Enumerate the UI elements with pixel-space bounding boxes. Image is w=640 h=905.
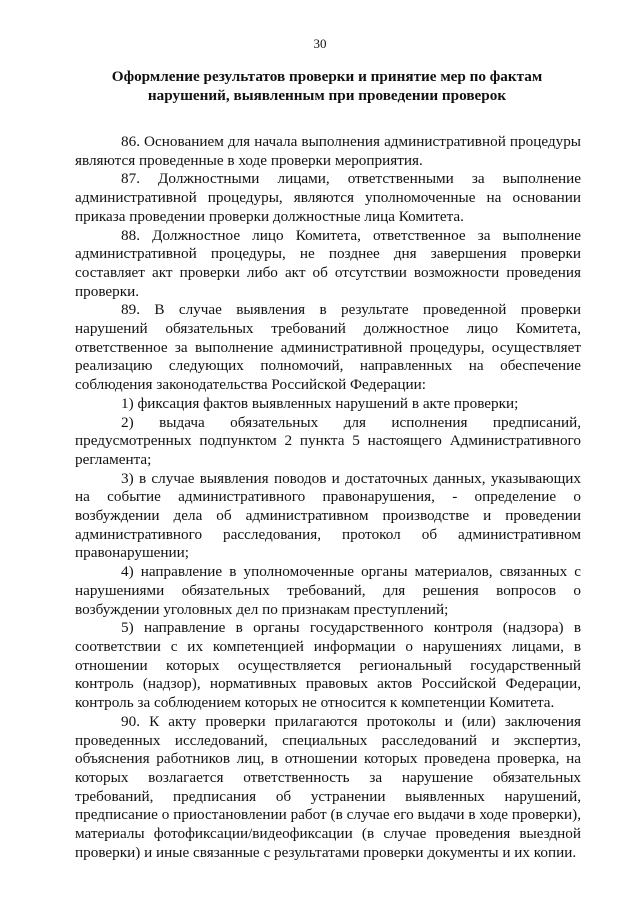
list-item-4: 4) направление в уполномоченные органы материалов, связанных с нарушениями обязательных требований, для решения вопросов о возбуждении уголовных дел по признакам преступлений; <box>75 563 581 618</box>
list-item-2: 2) выдача обязательных для исполнения предписаний, предусмотренных подпунктом 2 пункта 5 настоящего Административного регламента; <box>75 413 581 468</box>
paragraph-88: 88. Должностное лицо Комитета, ответственное за выполнение административной процедуры, не позднее дня завершения проверки составляет акт проверки либо акт об отсутствии возможности проведения проверки. <box>75 226 581 300</box>
section-title <box>70 67 584 105</box>
paragraph-87: 87. Должностными лицами, ответственными за выполнение административной процедуры, являются уполномоченные на основании приказа проведении проверки должностные лица Комитета. <box>75 170 581 225</box>
paragraph-89: 89. В случае выявления в результате проведенной проверки нарушений обязательных требований должностное лицо Комитета, ответственное за выполнение административной процедуры, осуществляет реализацию следующих полномочий, направленных на обеспечение соблюдения законодательства Российской Федерации: <box>75 301 581 394</box>
section-title-line-1: Оформление результатов проверки и принятие мер по фактам <box>111 68 543 85</box>
paragraph-86: 86. Основанием для начала выполнения административной процедуры являются проведенные в ходе проверки мероприятия. <box>75 133 581 169</box>
paragraph-90: 90. К акту проверки прилагаются протоколы и (или) заключения проведенных исследований, специальных расследований и экспертиз, объяснения работников лиц, в отношении которых проведена проверка, на которых возлагается ответственность за нарушение обязательных требований, предписания об устранении выявленных нарушений, предписание о приостановлении работ (в случае его выдачи в ходе проверки), материалы фотофиксации/видеофиксации (в случае проведения выездной проверки) и иные связанные с результатами проверки документы и их копии. <box>75 712 581 861</box>
list-item-5: 5) направление в органы государственного контроля (надзора) в соответствии с их компетенцией информации о нарушениях лицами, в отношении которых осуществляется региональный государственный контроль (надзор), нормативных правовых актов Российской Федерации, контроль за соблюдением которых не относится к компетенции Комитета. <box>75 619 581 712</box>
list-item-3: 3) в случае выявления поводов и достаточных данных, указывающих на событие административного правонарушения, - определение о возбуждении дела об административном производстве и проведении административного расследования, протокол об административном правонарушении; <box>75 469 581 562</box>
section-title-line-2: нарушений, выявленным при проведении проверок <box>147 87 507 104</box>
list-item-1: 1) фиксация фактов выявленных нарушений в акте проверки; <box>121 394 519 412</box>
page-number: 30 <box>313 36 327 51</box>
document-body <box>75 133 581 862</box>
